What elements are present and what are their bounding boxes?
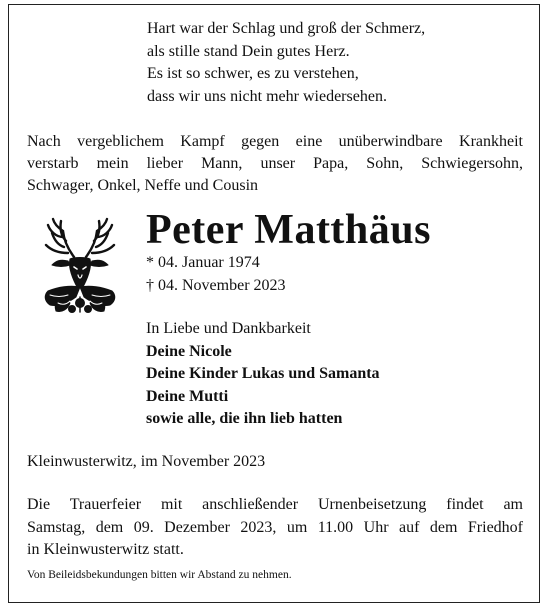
condolence-note: Von Beileidsbekundungen bitten wir Abstand zu nehmen.: [27, 569, 292, 581]
deer-head-oak-leaves-icon: [30, 217, 130, 317]
deceased-name: Peter Matthäus: [146, 207, 431, 253]
funeral-line: Samstag, dem 09. Dezember 2023, um 11.00 Uhr auf dem Friedhof: [27, 518, 523, 536]
intro-text: [27, 131, 523, 197]
intro-line: verstarb mein lieber Mann, unser Papa, Sohn, Schwiegersohn,: [27, 155, 523, 172]
poem-line: dass wir uns nicht mehr wiedersehen.: [147, 87, 387, 105]
place-date: Kleinwusterwitz, im November 2023: [27, 453, 266, 470]
intro-line: Schwager, Onkel, Neffe und Cousin: [27, 177, 259, 194]
poem-line: Hart war der Schlag und groß der Schmerz,: [147, 20, 426, 37]
mourners-block: [146, 318, 380, 431]
birth-date: * 04. Januar 1974: [146, 254, 260, 271]
poem: [147, 18, 425, 108]
life-dates: [146, 251, 286, 297]
funeral-info: [27, 494, 523, 562]
mourner-name: Deine Mutti: [146, 387, 229, 405]
mourner-name: Deine Nicole: [146, 342, 232, 360]
funeral-line: in Kleinwusterwitz statt.: [27, 541, 184, 558]
mourner-name: Deine Kinder Lukas und Samanta: [146, 365, 380, 382]
funeral-line: Die Trauerfeier mit anschließender Urnenbeisetzung findet am: [27, 496, 523, 513]
intro-line: Nach vergeblichem Kampf gegen eine unüberwindbare Krankheit: [27, 133, 523, 150]
mourner-name: sowie alle, die ihn lieb hatten: [146, 410, 343, 427]
poem-line: Es ist so schwer, es zu verstehen,: [147, 65, 359, 82]
death-date: † 04. November 2023: [146, 277, 286, 294]
mourners-lead: In Liebe und Dankbarkeit: [146, 320, 311, 337]
poem-line: als stille stand Dein gutes Herz.: [147, 42, 350, 60]
